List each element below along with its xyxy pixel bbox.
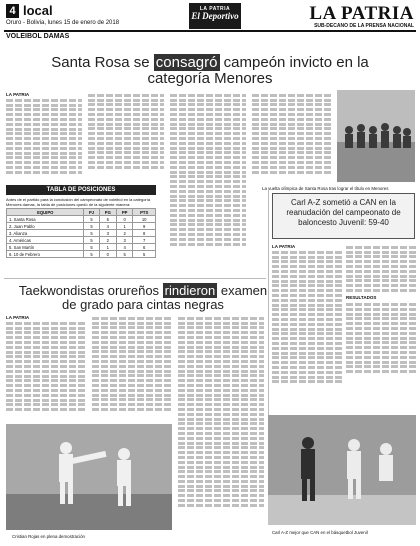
cell: 3 xyxy=(99,230,116,237)
team-photo-caption: La vuelta olímpica de Santa Rosa tras lograr el título en Menores xyxy=(262,186,389,191)
article2-col2 xyxy=(92,315,172,420)
cell: 5 xyxy=(84,244,99,251)
team-cell: 2. Juan Pablo xyxy=(7,223,84,230)
column-divider xyxy=(268,190,269,415)
table-row xyxy=(7,244,156,251)
cell: 6 xyxy=(133,244,156,251)
basketball-photo xyxy=(268,415,416,525)
cell: 9 xyxy=(133,223,156,230)
cell: 2 xyxy=(99,237,116,244)
header-cell: EQUIPO xyxy=(7,209,84,216)
deportivo-logo: LA PATRIA El Deportivo xyxy=(189,3,241,29)
team-cell: 6. 10 de Febrero xyxy=(7,251,84,258)
basketball-photo-caption: Carl A-Z mejor que CAN en el básquetbol Juvenil xyxy=(272,530,368,535)
team-cell: 3. Alianza xyxy=(7,230,84,237)
cell: 4 xyxy=(99,223,116,230)
headline-taekwondo: Taekwondistas orureños rindieron examen de grado para cintas negras xyxy=(18,283,268,312)
cell: 5 xyxy=(84,223,99,230)
article1-byline: LA PATRIA xyxy=(6,92,30,97)
header-cell: PP xyxy=(117,209,133,216)
article1-col3 xyxy=(170,92,246,270)
team-photo xyxy=(337,90,415,182)
article3-byline: LA PATRIA xyxy=(272,244,296,249)
cell: 0 xyxy=(99,251,116,258)
taekwondo-photo-caption: Cristian Rojas en plena demostración xyxy=(12,534,85,539)
cell: 4 xyxy=(117,244,133,251)
cell: 5 xyxy=(84,216,99,223)
section-divider xyxy=(4,278,266,279)
article3-col1 xyxy=(272,244,342,412)
article2-col1 xyxy=(6,315,86,420)
article3-col2 xyxy=(346,244,416,412)
cell: 10 xyxy=(133,216,156,223)
team-cell: 1. Santa Rosa xyxy=(7,216,84,223)
article2-byline: LA PATRIA xyxy=(6,315,30,320)
header-cell: PG xyxy=(99,209,116,216)
standings-note: Antes de el partido para la conclusión del campeonato de voleibol en la categoría Menores damas, la tabla de posiciones quedó de la siguiente manera: xyxy=(6,197,151,207)
cell: 5 xyxy=(84,230,99,237)
dateline: Oruro - Bolivia, lunes 15 de enero de 2018 xyxy=(6,20,120,26)
table-row xyxy=(7,216,156,223)
brand-tagline: SUB-DECANO DE LA PRENSA NACIONAL xyxy=(314,23,414,29)
table-row xyxy=(7,223,156,230)
standings-table xyxy=(6,208,156,258)
header-cell: PJ xyxy=(84,209,99,216)
cell: 3 xyxy=(117,237,133,244)
article2-col3 xyxy=(178,315,264,540)
taekwondo-photo xyxy=(6,424,172,530)
cell: 2 xyxy=(117,230,133,237)
article1-col4 xyxy=(252,92,332,187)
cell: 8 xyxy=(133,230,156,237)
section-label: local xyxy=(23,3,53,18)
results-subhead: RESULTADOS xyxy=(346,294,377,300)
cell: 7 xyxy=(133,237,156,244)
table-row xyxy=(7,237,156,244)
section-kicker: VOLEIBOL DAMAS xyxy=(6,33,70,40)
cell: 5 xyxy=(84,237,99,244)
cell: 1 xyxy=(117,223,133,230)
cell: 5 xyxy=(117,251,133,258)
standings-title: TABLA DE POSICIONES xyxy=(6,185,156,195)
cell: 5 xyxy=(99,216,116,223)
header-rule xyxy=(4,30,416,32)
table-header-row xyxy=(7,209,156,216)
cell: 5 xyxy=(84,251,99,258)
cell: 0 xyxy=(117,216,133,223)
header-cell: PTS xyxy=(133,209,156,216)
article1-col2 xyxy=(88,92,164,182)
brand-logo: LA PATRIA xyxy=(309,3,414,24)
headline-basketball: Carl A-Z sometió a CAN en la reanudación del campeonato de baloncesto Juvenil: 59-40 xyxy=(272,193,415,239)
article1-col1 xyxy=(6,92,82,182)
page-number: 4 xyxy=(6,4,19,18)
table-row xyxy=(7,230,156,237)
cell: 1 xyxy=(99,244,116,251)
headline-santa-rosa: Santa Rosa se consagró campeón invicto en la categoría Menores xyxy=(51,54,369,87)
cell: 5 xyxy=(133,251,156,258)
table-row xyxy=(7,251,156,258)
team-cell: 4. Américas xyxy=(7,237,84,244)
team-cell: 5. San Martín xyxy=(7,244,84,251)
page-header xyxy=(4,3,416,41)
article1-text xyxy=(6,99,82,174)
